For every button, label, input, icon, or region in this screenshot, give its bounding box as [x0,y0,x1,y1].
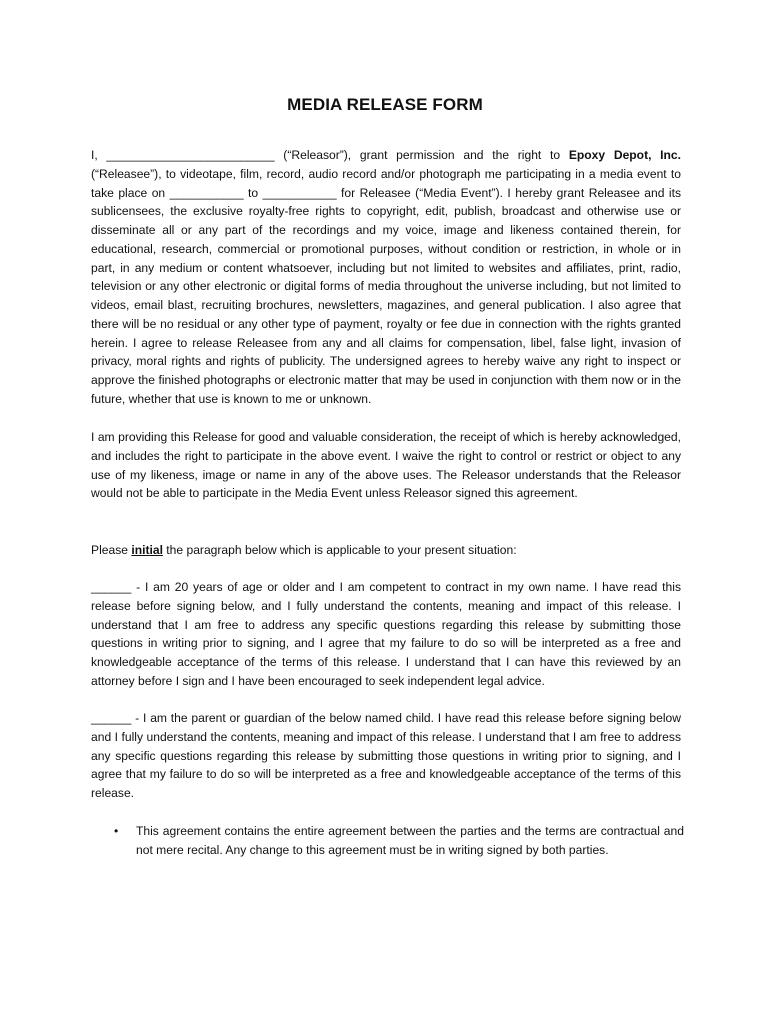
bullet-text: This agreement contains the entire agreement between the parties and the terms are contractual and not mere recital. Any change to this agreement must be in writing signed by both parties. [136,824,684,857]
consideration-paragraph: I am providing this Release for good and valuable consideration, the receipt of which is hereby acknowledged, and includes the right to participate in the above event. I waive the right to control or restrict or object to any use of my likeness, image or name in any of the above uses. The Releasor understands that the Releasor would not be able to participate in the Media Event unless Releasor signed this agreement. [91,430,681,501]
grant-paragraph [91,146,681,409]
grant-paragraph-lead: I, _________________________ (“Releasor”), grant permission and the right to [91,148,569,162]
bullet-icon: • [114,824,119,838]
grant-paragraph-body: (“Releasee”), to videotape, film, record, audio record and/or photograph me participating in a media event to take place on ___________ to ___________ for Releasee (“Media Event”). I hereby grant Releasee and its sublicensees, the exclusive royalty-free rights to copyright, edit, publish, broadcast and otherwise use or disseminate all or any part of the recordings and my voice, image and likeness contained therein, for educational, research, commercial or promotional purposes, without condition or restriction, in whole or in part, in any medium or content whatsoever, including but not limited to websites and affiliates, print, radio, television or any other electronic or digital forms of media throughout the universe including, but not limited to videos, email blast, recruiting brochures, newsletters, magazines, and general publication. I also agree that there will be no residual or any other type of payment, royalty or fee due in connection with the rights granted herein. I agree to release Releasee from any and all claims for compensation, libel, false light, invasion of privacy, moral rights and rights of publicity. The undersigned agrees to hereby waive any right to inspect or approve the finished photographs or electronic matter that may be used in conjunction with them now or in the future, whether that use is known to me or unknown. [91,166,681,406]
initial-instruction-lead: Please [91,543,132,557]
guardian-option-paragraph: ______ - I am the parent or guardian of the below named child. I have read this release before signing below and I fully understand the contents, meaning and impact of this release. I understand that I am free to address any specific questions regarding this release by submitting those questions in writing prior to signing, and I agree that my failure to do so will be interpreted as a free and knowledgeable acceptance of the terms of this release. [91,711,681,800]
initial-emphasis: initial [131,543,163,557]
initial-instruction [91,541,681,560]
initial-instruction-rest: the paragraph below which is applicable to your present situation: [162,543,517,557]
page-title: MEDIA RELEASE FORM [287,95,483,114]
company-name: Epoxy Depot, Inc. [568,148,682,162]
adult-option-paragraph: ______ - I am 20 years of age or older and I am competent to contract in my own name. I have read this release before signing below, and I fully understand the contents, meaning and impact of this release. I understand that I am free to address any specific questions regarding this release by submitting those questions in writing prior to signing, and I agree that my failure to do so will be interpreted as a free and knowledgeable acceptance of the terms of this release. I understand that I can have this reviewed by an attorney before I sign and I have been encouraged to seek independent legal advice. [91,580,681,688]
